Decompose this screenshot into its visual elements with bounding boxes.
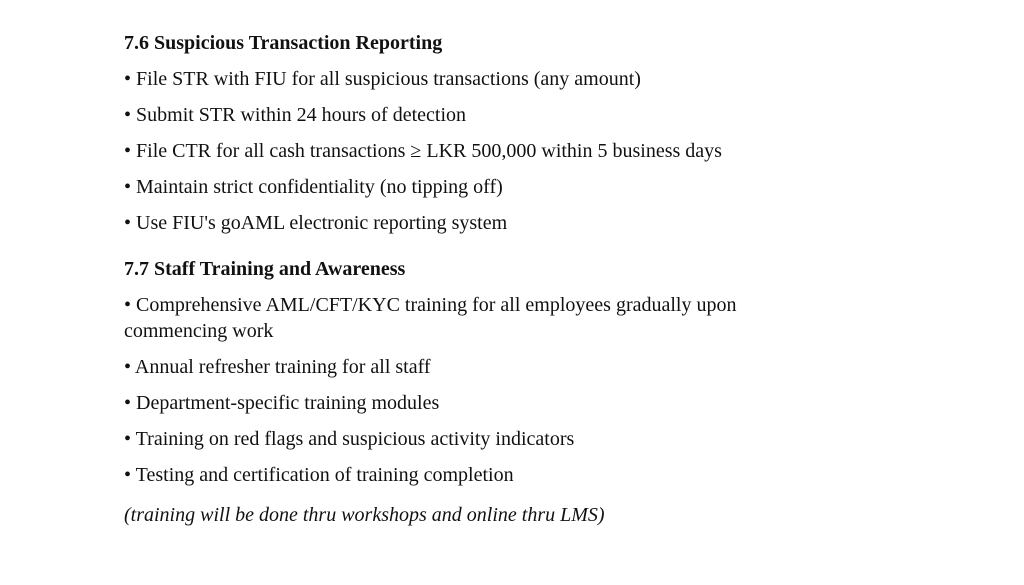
bullet-marker: • [124,212,132,234]
list-item-text: Submit STR within 24 hours of detection [136,104,467,126]
section-staff-training-awareness [124,256,984,528]
bullet-marker: • [124,68,132,90]
list-item [124,292,824,344]
list-item-text: Use FIU's goAML electronic reporting system [136,212,508,234]
bullet-list [124,292,984,488]
list-item [124,102,824,128]
bullet-marker: • [124,392,132,414]
list-item [124,138,824,164]
list-item-text: File STR with FIU for all suspicious transactions (any amount) [136,68,641,90]
bullet-marker: • [124,464,132,486]
list-item-text: Comprehensive AML/CFT/KYC training for all employees gradually upon commencing work [124,294,737,342]
training-note: (training will be done thru workshops and online thru LMS) [124,504,605,526]
list-item [124,66,824,92]
list-item [124,354,824,380]
bullet-marker: • [124,294,132,316]
list-item-text: File CTR for all cash transactions ≥ LKR 500,000 within 5 business days [136,140,722,162]
list-item [124,426,824,452]
list-item [124,210,824,236]
section-heading: 7.6 Suspicious Transaction Reporting [124,32,443,54]
list-item [124,390,824,416]
list-item-text: Training on red flags and suspicious activity indicators [135,428,575,450]
bullet-marker: • [124,140,132,162]
section-heading: 7.7 Staff Training and Awareness [124,258,406,280]
bullet-marker: • [124,104,132,126]
document-page [124,30,984,528]
list-item-text: Maintain strict confidentiality (no tipping off) [136,176,503,198]
bullet-marker: • [124,356,132,378]
bullet-marker: • [124,428,132,450]
list-item [124,174,824,200]
list-item-text: Annual refresher training for all staff [134,356,431,378]
list-item-text: Testing and certification of training completion [135,464,514,486]
section-suspicious-transaction-reporting [124,30,984,236]
bullet-marker: • [124,176,132,198]
list-item [124,462,824,488]
bullet-list [124,66,984,236]
list-item-text: Department-specific training modules [136,392,440,414]
